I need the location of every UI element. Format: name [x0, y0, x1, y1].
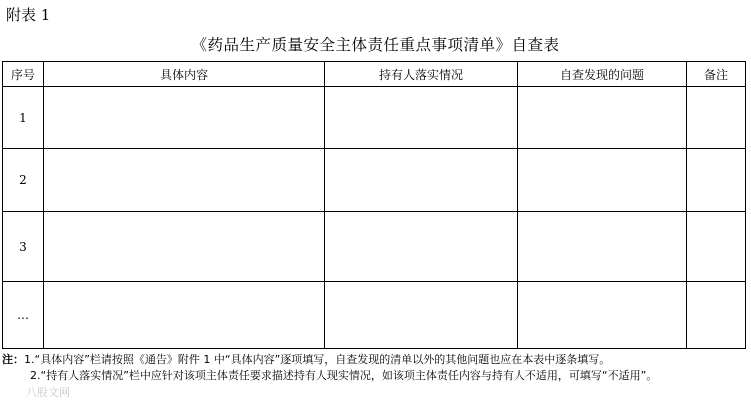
issues-cell[interactable] — [518, 87, 687, 149]
header-implementation: 持有人落实情况 — [325, 62, 518, 87]
table-header-row — [3, 62, 746, 87]
implementation-cell[interactable] — [325, 212, 518, 282]
header-index: 序号 — [3, 62, 44, 87]
issues-cell[interactable] — [518, 212, 687, 282]
watermark: 八股文网 — [26, 386, 70, 399]
form-title: 《药品生产质量安全主体责任重点事项清单》自查表 — [191, 36, 560, 54]
note-1-text: 1.“具体内容”栏请按照《通告》附件 1 中“具体内容”逐项填写，自查发现的清单以外的其他问题也应在本表中逐条填写。 — [24, 353, 611, 366]
header-remarks: 备注 — [687, 62, 746, 87]
implementation-cell[interactable] — [325, 149, 518, 212]
issues-cell[interactable] — [518, 282, 687, 349]
notes-prefix: 注： — [2, 353, 24, 366]
table-row — [3, 87, 746, 149]
remarks-cell[interactable] — [687, 282, 746, 349]
header-content: 具体内容 — [44, 62, 325, 87]
note-1 — [2, 352, 751, 368]
row-index: 1 — [3, 87, 44, 149]
row-index: 3 — [3, 212, 44, 282]
content-cell[interactable] — [44, 87, 325, 149]
content-cell[interactable] — [44, 149, 325, 212]
table-row — [3, 149, 746, 212]
self-check-table — [2, 61, 746, 349]
note-2: 2.“持有人落实情况”栏中应针对该项主体责任要求描述持有人现实情况，如该项主体责任内容与持有人不适用，可填写“不适用”。 — [30, 369, 658, 382]
table-row — [3, 282, 746, 349]
remarks-cell[interactable] — [687, 212, 746, 282]
issues-cell[interactable] — [518, 149, 687, 212]
implementation-cell[interactable] — [325, 282, 518, 349]
row-index: … — [3, 282, 44, 349]
implementation-cell[interactable] — [325, 87, 518, 149]
table-row — [3, 212, 746, 282]
content-cell[interactable] — [44, 212, 325, 282]
appendix-label: 附表 1 — [6, 6, 51, 24]
row-index: 2 — [3, 149, 44, 212]
content-cell[interactable] — [44, 282, 325, 349]
header-issues: 自查发现的问题 — [518, 62, 687, 87]
remarks-cell[interactable] — [687, 87, 746, 149]
notes — [2, 352, 751, 384]
remarks-cell[interactable] — [687, 149, 746, 212]
